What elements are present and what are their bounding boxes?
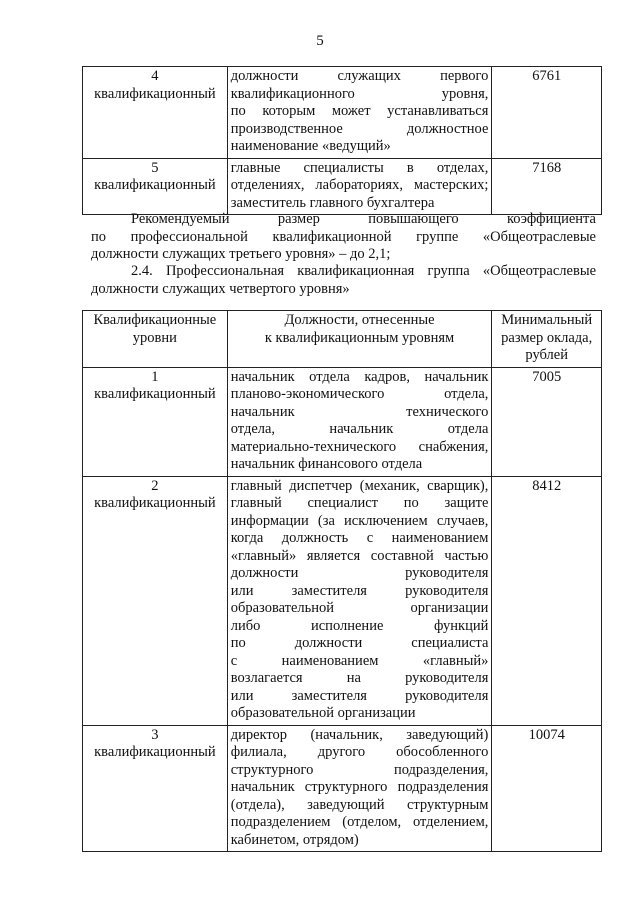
position-line: начальник финансового отдела bbox=[230, 456, 423, 472]
position-line: или заместителя руководителя bbox=[230, 582, 489, 599]
position-line: начальник отдела кадров, начальник bbox=[230, 368, 489, 385]
header-line: размер оклада, bbox=[501, 329, 593, 346]
position-line: заместитель главного бухгалтера bbox=[230, 194, 435, 211]
position-line: «главный» является составной частью bbox=[230, 547, 489, 564]
level-number: 2 bbox=[151, 477, 159, 494]
position-line: планово-экономического отдела, bbox=[230, 386, 489, 402]
table-row bbox=[83, 367, 602, 476]
paragraph-line: Рекомендуемый размер повышающего коэффициента bbox=[131, 211, 596, 227]
position-line: структурного подразделения, bbox=[230, 761, 489, 778]
positions-cell bbox=[227, 67, 492, 159]
position-line: возлагается на руководителя bbox=[230, 670, 489, 686]
position-line: начальник технического bbox=[230, 403, 489, 420]
position-line: когда должность с наименованием bbox=[230, 530, 489, 546]
table-header-row bbox=[83, 311, 602, 368]
level-label: квалификационный bbox=[94, 177, 216, 193]
salary-cell: 6761 bbox=[492, 67, 602, 159]
position-line: по должности специалиста bbox=[230, 635, 489, 651]
positions-cell bbox=[227, 476, 492, 725]
paragraph-line: 2.4. Профессиональная квалификационная группа «Общеотраслевые bbox=[131, 263, 596, 279]
position-line: производственное должностное bbox=[230, 120, 489, 137]
level-number: 4 bbox=[151, 68, 159, 84]
salary-cell: 7005 bbox=[492, 367, 602, 476]
header-positions bbox=[227, 311, 492, 368]
page-number: 5 bbox=[316, 33, 324, 49]
position-line: или заместителя руководителя bbox=[230, 687, 489, 704]
table-row bbox=[83, 67, 602, 159]
qualification-table bbox=[82, 310, 602, 852]
positions-cell bbox=[227, 367, 492, 476]
position-line: подразделением (отделом, отделением, bbox=[230, 814, 489, 830]
salary-cell: 8412 bbox=[492, 476, 602, 725]
level-cell bbox=[83, 158, 228, 215]
position-line: наименование «ведущий» bbox=[230, 138, 391, 154]
level-number: 3 bbox=[151, 726, 159, 743]
position-line: должности руководителя bbox=[230, 565, 489, 581]
position-line: главный диспетчер (механик, сварщик), bbox=[230, 477, 489, 494]
position-line: отдела, начальник отдела bbox=[230, 421, 489, 437]
position-line: отделениях, лабораториях, мастерских; bbox=[230, 177, 489, 193]
header-line: рублей bbox=[525, 347, 568, 363]
header-line: к квалификационным уровням bbox=[264, 329, 455, 346]
header-levels bbox=[83, 311, 228, 368]
level-cell bbox=[83, 725, 228, 852]
positions-cell bbox=[227, 725, 492, 852]
position-line: директор (начальник, заведующий) bbox=[230, 726, 489, 743]
paragraph-line: должности служащих четвертого уровня» bbox=[91, 280, 350, 297]
position-line: по которым может устанавливаться bbox=[230, 103, 489, 119]
level-number: 5 bbox=[151, 159, 159, 176]
level-cell bbox=[83, 367, 228, 476]
coefficient-paragraph bbox=[91, 211, 596, 264]
header-line: уровни bbox=[132, 329, 177, 346]
paragraph-line: должности служащих третьего уровня» – до 2,1; bbox=[91, 246, 391, 262]
table-row bbox=[83, 725, 602, 852]
section-heading-paragraph bbox=[91, 263, 596, 298]
position-line: либо исполнение функций bbox=[230, 617, 489, 634]
position-line: материально-технического снабжения, bbox=[230, 438, 489, 455]
position-line: должности служащих первого bbox=[230, 68, 489, 84]
level-cell bbox=[83, 67, 228, 159]
level-label: квалификационный bbox=[94, 85, 216, 102]
table-row bbox=[83, 476, 602, 725]
header-line: Квалификационные bbox=[93, 312, 217, 328]
position-line: информации (за исключением случаев, bbox=[230, 512, 489, 529]
positions-cell bbox=[227, 158, 492, 215]
level-cell bbox=[83, 476, 228, 725]
header-line: Должности, отнесенные bbox=[284, 312, 435, 328]
position-line: квалификационного уровня, bbox=[230, 85, 489, 102]
position-line: филиала, другого обособленного bbox=[230, 744, 489, 760]
level-label: квалификационный bbox=[94, 744, 216, 760]
paragraph-line: по профессиональной квалификационной группе «Общеотраслевые bbox=[91, 228, 596, 245]
position-line: образовательной организации bbox=[230, 600, 489, 616]
position-line: кабинетом, отрядом) bbox=[230, 831, 359, 848]
header-line: Минимальный bbox=[501, 312, 593, 328]
header-salary bbox=[492, 311, 602, 368]
position-line: образовательной организации bbox=[230, 705, 416, 721]
level-label: квалификационный bbox=[94, 495, 216, 511]
position-line: начальник структурного подразделения bbox=[230, 779, 489, 795]
salary-cell: 10074 bbox=[492, 725, 602, 852]
position-line: главный специалист по защите bbox=[230, 495, 489, 511]
position-line: главные специалисты в отделах, bbox=[230, 159, 489, 176]
table-row bbox=[83, 158, 602, 215]
position-line: с наименованием «главный» bbox=[230, 652, 489, 669]
level-label: квалификационный bbox=[94, 386, 216, 402]
salary-cell: 7168 bbox=[492, 158, 602, 215]
qualification-table-continued bbox=[82, 66, 602, 215]
position-line: (отдела), заведующий структурным bbox=[230, 796, 489, 813]
level-number: 1 bbox=[151, 368, 159, 385]
